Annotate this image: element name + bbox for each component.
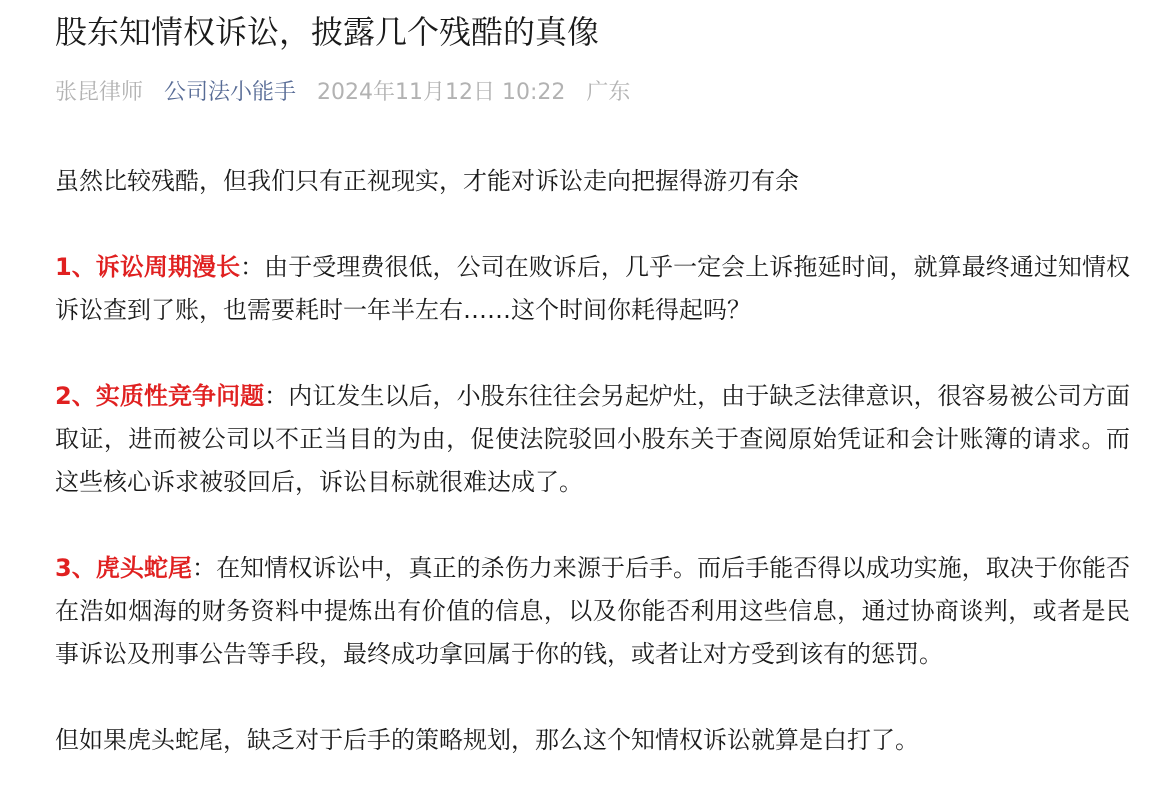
intro-paragraph: 虽然比较残酷，但我们只有正视现实，才能对诉讼走向把握得游刃有余 <box>55 167 799 195</box>
point-paragraph-2 <box>55 375 1130 504</box>
point-text-1: ：由于受理费很低，公司在败诉后，几乎一定会上诉拖延时间，就算最终通过知情权诉讼查到了账，也需要耗时一年半左右……这个时间你耗得起吗？ <box>55 253 1131 324</box>
point-label-1: 1、诉讼周期漫长 <box>55 253 241 281</box>
author-name: 张昆律师 <box>55 80 144 105</box>
conclusion-paragraph: 但如果虎头蛇尾，缺乏对于后手的策略规划，那么这个知情权诉讼就算是白打了。 <box>55 726 919 754</box>
point-text-3: ：在知情权诉讼中，真正的杀伤力来源于后手。而后手能否得以成功实施，取决于你能否在浩如烟海的财务资料中提炼出有价值的信息，以及你能否利用这些信息，通过协商谈判，或者是民事诉讼及刑事公告等手段，最终成功拿回属于你的钱，或者让对方受到该有的惩罚。 <box>55 554 1130 668</box>
point-text-2: ：内讧发生以后，小股东往往会另起炉灶，由于缺乏法律意识，很容易被公司方面取证，进而被公司以不正当目的为由，促使法院驳回小股东关于查阅原始凭证和会计账簿的请求。而这些核心诉求被驳回后，诉讼目标就很难达成了。 <box>55 382 1130 496</box>
article-title: 股东知情权诉讼，披露几个残酷的真像 <box>55 13 600 51</box>
article-meta <box>55 76 644 110</box>
point-paragraph-1 <box>55 246 1130 332</box>
publish-datetime: 2024年11月12日 10:22 <box>317 80 566 105</box>
article-body <box>55 160 1130 800</box>
point-label-3: 3、虎头蛇尾 <box>55 554 193 582</box>
point-label-2: 2、实质性竞争问题 <box>55 382 265 410</box>
publish-location: 广东 <box>586 80 631 105</box>
account-name-link[interactable]: 公司法小能手 <box>164 80 297 105</box>
point-paragraph-3 <box>55 547 1130 676</box>
